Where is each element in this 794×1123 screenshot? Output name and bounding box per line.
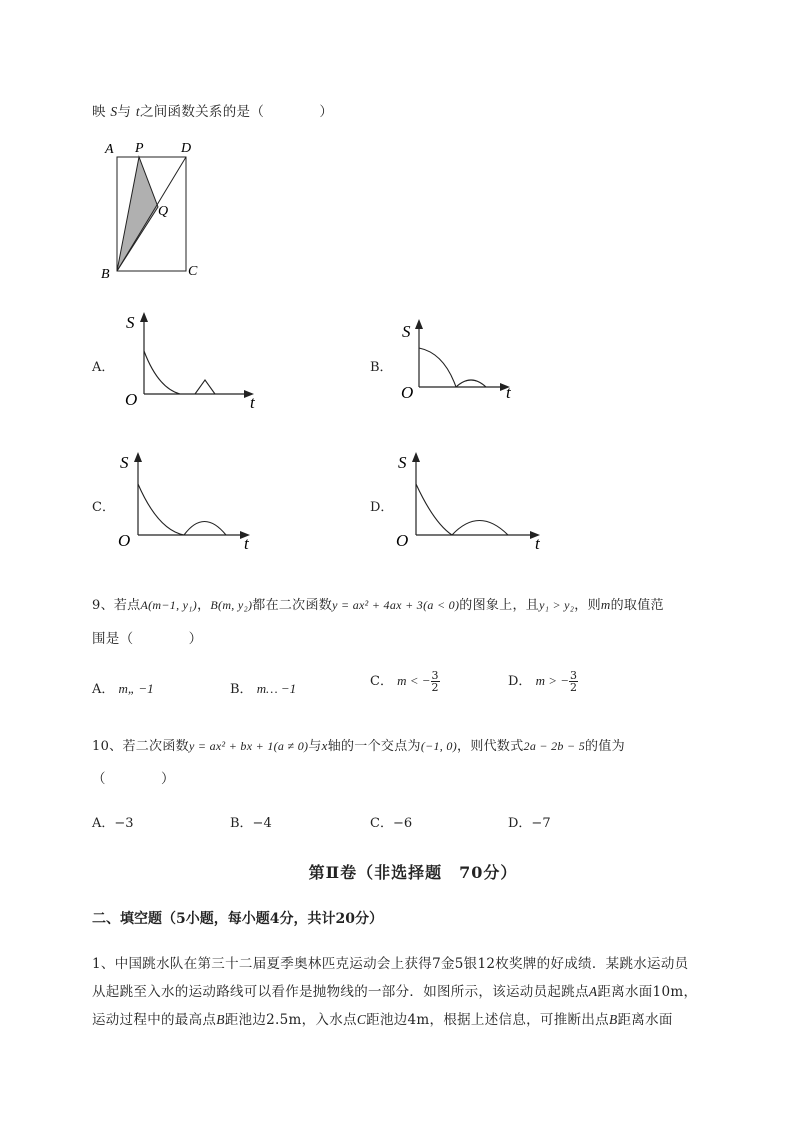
q9-option-a-label: A．	[92, 682, 115, 697]
y-axis-arrow-icon	[134, 452, 142, 462]
q8-text-suffix: 之间函数关系的是（ ）	[139, 104, 334, 120]
q10-function: y = ax² + bx + 1(a ≠ 0)	[188, 739, 309, 753]
graph-option-d-label: D．	[370, 500, 394, 515]
axis-label-t: t	[250, 393, 255, 412]
origin-label: O	[401, 383, 414, 402]
y-axis-arrow-icon	[140, 312, 148, 322]
curve-arch	[419, 348, 456, 387]
axis-label-t: t	[244, 534, 249, 553]
q9-comma: ，	[197, 598, 211, 613]
q9-line1	[92, 594, 664, 613]
q9-point-a: A(m−1, y₁)	[140, 598, 198, 612]
q9-function: y = ax² + 4ax + 3(a < 0)	[332, 598, 460, 612]
q8-text-prefix: 映	[92, 104, 106, 120]
q10-option-b: B．−4	[230, 816, 272, 831]
fill1-var-c: C	[356, 1012, 367, 1027]
fill1-var-b: B	[216, 1012, 225, 1027]
axis-label-s: S	[398, 453, 407, 472]
q10-text-tail: 的值为	[585, 739, 625, 754]
q10-option-c: C．−6	[370, 816, 413, 831]
curve-decreasing	[416, 484, 452, 535]
curve-decreasing	[144, 351, 180, 394]
fraction-denominator: 2	[431, 681, 439, 694]
q8-text-mid: 与	[117, 104, 132, 120]
fill1-line3-text-d: 距离水面	[617, 1012, 673, 1028]
diagonal-bd	[117, 157, 186, 271]
section-title: 第Ⅱ卷（非选择题 70分）	[308, 863, 518, 882]
graph-option-b	[396, 315, 526, 407]
fill1-line3	[92, 1008, 673, 1028]
axis-label-t: t	[506, 383, 511, 402]
curve-bump	[195, 380, 215, 394]
fill1-var-a: A	[588, 984, 598, 999]
fill1-line3-text-c: 距池边4m，根据上述信息，可推断出点	[366, 1012, 609, 1028]
q9-option-d-label: D．	[508, 674, 532, 689]
q9-option-c-label: C．	[370, 674, 393, 689]
q9-option-c-fraction	[431, 670, 440, 693]
graph-option-c	[116, 448, 261, 553]
curve-bump	[452, 521, 508, 536]
curve-decreasing	[138, 484, 184, 535]
origin-label: O	[125, 390, 138, 409]
q10-text-pre: 10、若二次函数	[92, 739, 189, 754]
origin-label: O	[118, 531, 131, 550]
curve-bump	[184, 522, 226, 536]
axis-label-s: S	[120, 453, 129, 472]
q9-text-pre: 9、若点	[92, 598, 141, 613]
fill1-line1: 1、中国跳水队在第三十二届夏季奥林匹克运动会上获得7金5银12枚奖牌的好成绩．某跳水运动员	[92, 956, 689, 972]
y-axis-arrow-icon	[412, 452, 420, 462]
q8-prompt-line	[92, 100, 333, 120]
graph-option-c-label: C．	[92, 500, 115, 515]
q9-option-d-fraction	[569, 670, 578, 693]
q10-text-mid3: ，则代数式	[457, 739, 524, 754]
fill1-line2-text-a: 从起跳至入水的运动路线可以看作是抛物线的一部分．如图所示，该运动员起跳点	[92, 984, 589, 1000]
fill1-var-b2: B	[608, 1012, 618, 1027]
q10-option-a: A．−3	[92, 816, 134, 831]
q9-var-m: m	[600, 597, 611, 612]
label-d: D	[181, 141, 192, 156]
q9-text-mid2: 的图象上，且	[459, 598, 540, 613]
q8-var-t: t	[135, 104, 140, 119]
q9-text-mid: 都在二次函数	[252, 598, 333, 613]
fraction-numerator: 3	[570, 669, 578, 682]
q9-condition: y₁ > y₂	[539, 598, 575, 612]
origin-label: O	[396, 531, 409, 550]
fill1-line3-text-b: 距池边2.5m，入水点	[224, 1012, 357, 1028]
curve-bump	[456, 380, 486, 387]
q9-option-b-expr: m… −1	[256, 681, 297, 696]
graph-option-b-label: B．	[370, 360, 393, 375]
q10-text-mid2: 轴的一个交点为	[327, 739, 421, 754]
label-a: A	[105, 142, 114, 157]
y-axis-arrow-icon	[415, 319, 423, 329]
label-b: B	[101, 267, 110, 282]
fraction-numerator: 3	[431, 669, 439, 682]
q10-option-d: D．−7	[508, 816, 551, 831]
q9-option-b-label: B．	[230, 682, 253, 697]
q8-var-s: S	[110, 104, 118, 119]
label-q: Q	[158, 204, 169, 219]
rectangle-figure	[95, 135, 215, 285]
q9-point-b: B(m, y₂)	[210, 598, 253, 612]
q9-option-d	[508, 670, 578, 693]
q9-option-a	[92, 678, 154, 697]
axis-label-s: S	[402, 322, 411, 341]
graph-option-d	[394, 448, 554, 553]
q10-line2: （ ）	[92, 771, 175, 787]
label-p: P	[135, 141, 144, 156]
graph-option-a	[118, 308, 268, 413]
q9-option-a-expr: m„ −1	[118, 681, 154, 696]
q10-line1	[92, 735, 625, 754]
q10-var-x: x	[321, 738, 328, 753]
q9-option-c-expr: m < −	[397, 673, 431, 688]
fill1-line2	[92, 980, 697, 1000]
q9-text-tail: 的取值范	[610, 598, 664, 613]
fraction-denominator: 2	[570, 681, 578, 694]
q9-option-b	[230, 678, 296, 697]
section-subtitle: 二、填空题（5小题，每小题4分，共计20分）	[92, 911, 383, 927]
fill1-line3-text-a: 运动过程中的最高点	[92, 1012, 217, 1028]
q10-point: (−1, 0)	[420, 739, 458, 753]
q10-text-mid: 与	[308, 739, 322, 754]
axis-label-s: S	[126, 313, 135, 332]
q9-line2: 围是（ ）	[92, 631, 203, 647]
q9-text-mid3: ，则	[574, 598, 601, 613]
q10-expression: 2a − 2b − 5	[523, 739, 586, 753]
fill1-line2-text-b: 距离水面10m，	[597, 984, 698, 1000]
axis-label-t: t	[535, 534, 540, 553]
graph-option-a-label: A．	[92, 360, 115, 375]
q9-option-d-expr: m > −	[535, 673, 570, 688]
label-c: C	[188, 264, 198, 279]
q9-option-c	[370, 670, 440, 693]
